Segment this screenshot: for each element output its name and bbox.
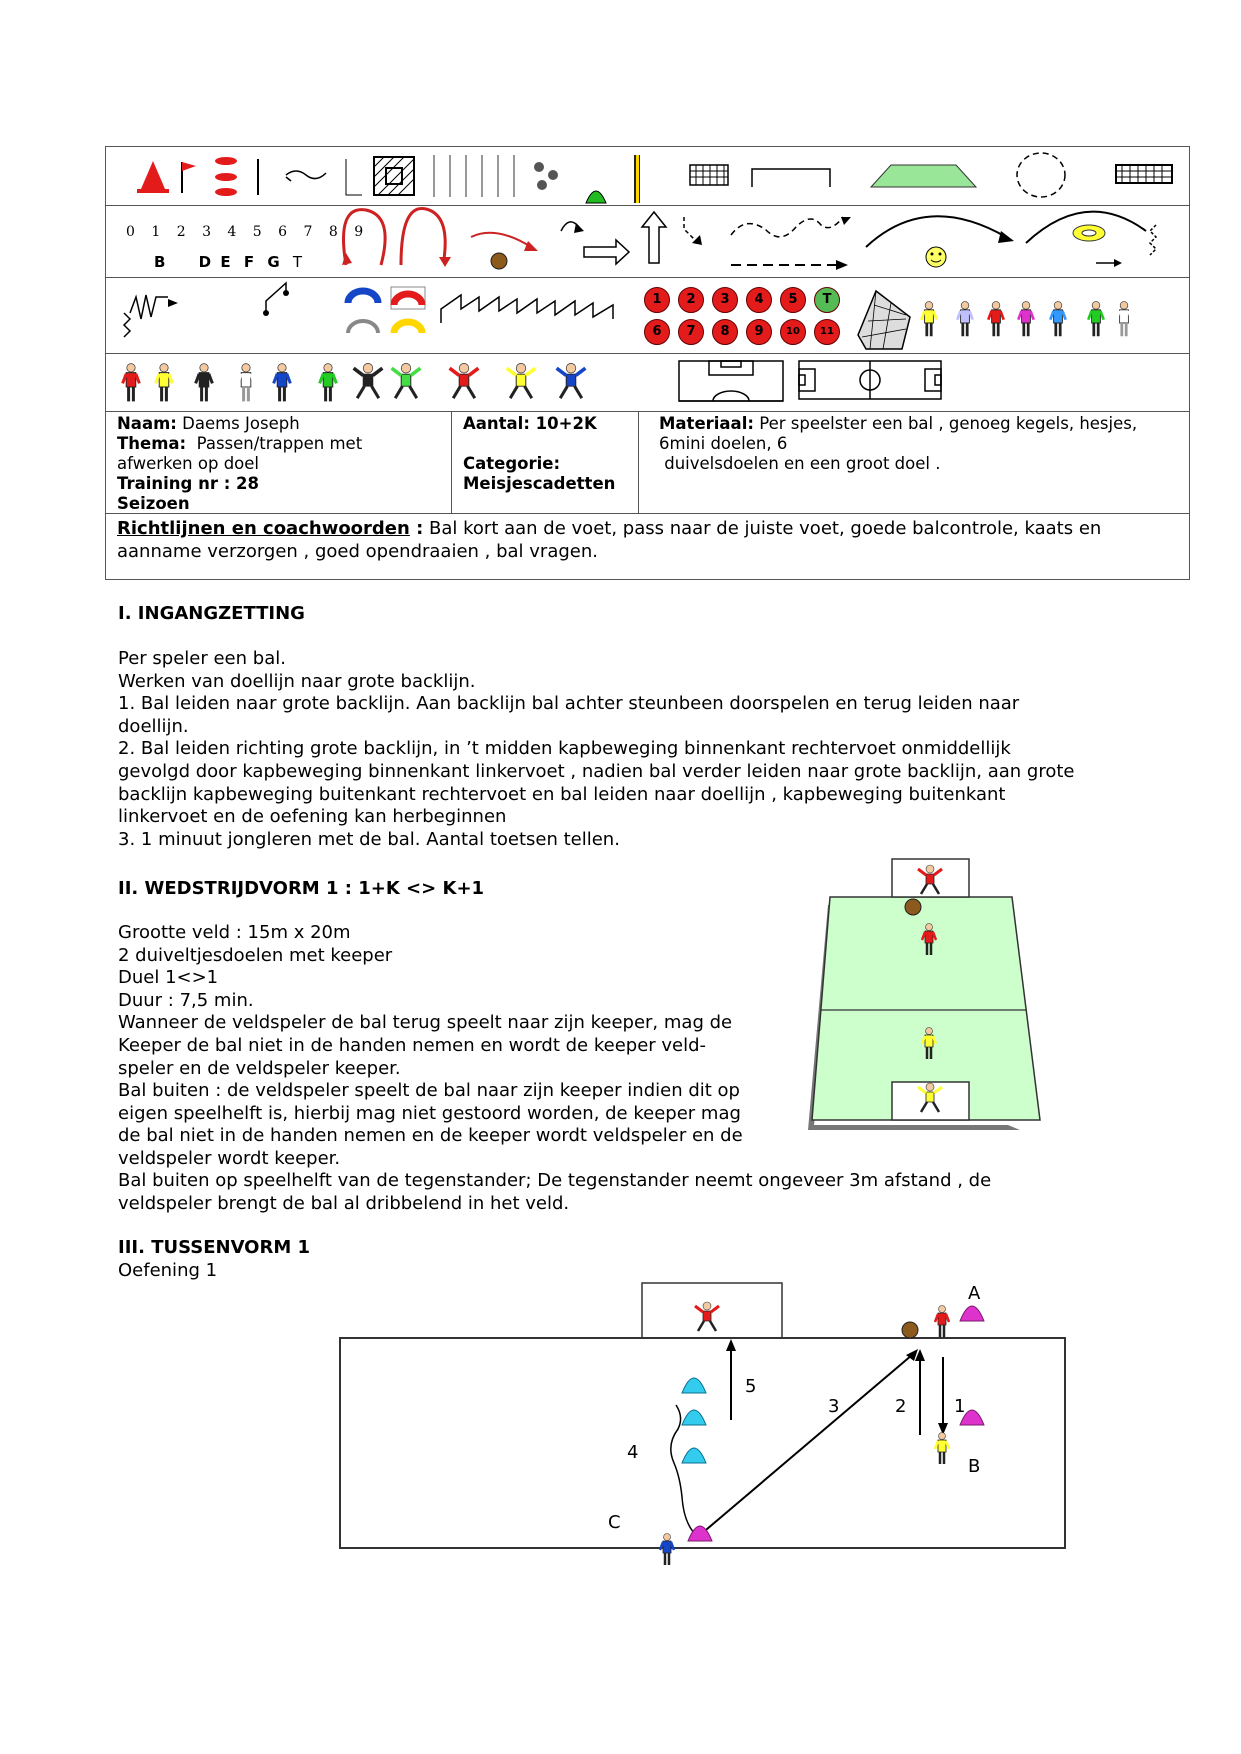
section-1-line: Per speler een bal.: [118, 648, 286, 669]
letter-b: B: [154, 253, 166, 271]
section-2-line: 2 duiveltjesdoelen met keeper: [118, 944, 393, 966]
label-3: 3: [828, 1396, 840, 1417]
richtlijnen-colon: :: [409, 518, 424, 539]
section-1-line: 1. Bal leiden naar grote backlijn. Aan backlijn bal achter steunbeen doorspelen en terug leiden naar: [118, 693, 1020, 715]
info-right: [659, 414, 1179, 474]
training-label: Training nr : 28: [117, 474, 260, 493]
richtlijnen-value-1: Bal kort aan de voet, pass naar de juiste voet, goede balcontrole, kaats en: [423, 518, 1102, 539]
section-2-line: Grootte veld : 15m x 20m: [118, 922, 351, 943]
section-1-title: I. INGANGZETTING: [118, 603, 305, 624]
badge-6: 6: [644, 319, 670, 345]
info-middle: [463, 414, 633, 494]
materiaal-value-1: Per speelster een bal , genoeg kegels, hesjes,: [759, 414, 1138, 433]
section-1-line: doellijn.: [118, 715, 189, 737]
naam-value: Daems Joseph: [182, 414, 300, 433]
badge-5: 5: [780, 287, 806, 313]
running-player-icon: [1018, 302, 1033, 337]
running-player-icon: [921, 302, 936, 337]
wedstrijdvorm-diagram: [800, 855, 1050, 1140]
richtlijnen-block: [117, 517, 1182, 563]
thema-label: Thema:: [117, 434, 187, 453]
thema-value-1: Passen/trappen met: [196, 434, 363, 453]
section-2-line: veldspeler wordt keeper.: [118, 1147, 341, 1169]
badge-11: 11: [814, 319, 840, 345]
full-pitch-icon: [799, 361, 941, 399]
materiaal-value-3: duivelsdoelen en een groot doel .: [664, 454, 941, 473]
section-1-line: 3. 1 minuut jongleren met de bal. Aantal toetsen tellen.: [118, 828, 620, 850]
running-player-icon: [1088, 302, 1103, 337]
section-2-line: Wanneer de veldspeler de bal terug speelt naar zijn keeper, mag de: [118, 1012, 733, 1034]
badge-1: 1: [644, 287, 670, 313]
section-2-line: eigen speelhelft is, hierbij mag niet gestoord worden, de keeper mag: [118, 1102, 741, 1124]
info-left: [117, 414, 447, 514]
section-2-wide-body: [118, 1170, 1198, 1215]
badge-4: 4: [746, 287, 772, 313]
red-player-a-icon: [935, 1306, 949, 1338]
badge-t: T: [814, 287, 840, 313]
badge-3: 3: [712, 287, 738, 313]
label-4: 4: [627, 1442, 639, 1463]
letter-e: E: [220, 253, 231, 271]
section-3-title: III. TUSSENVORM 1: [118, 1237, 311, 1258]
categorie-label: Categorie:: [463, 454, 561, 473]
materiaal-label: Materiaal:: [659, 414, 754, 433]
section-2-line: Duur : 7,5 min.: [118, 989, 254, 1011]
tussenvorm-diagram: [330, 1275, 1090, 1575]
digits-label: 0 1 2 3 4 5 6 7 8 9: [126, 224, 370, 240]
section-1-body: [118, 648, 1198, 851]
section-1-line: Werken van doellijn naar grote backlijn.: [118, 670, 476, 692]
running-player-icon: [988, 302, 1003, 337]
badge-8: 8: [712, 319, 738, 345]
letter-f: F: [243, 253, 255, 271]
section-1-line: 2. Bal leiden richting grote backlijn, in ’t midden kapbeweging binnenkant rechtervoet onmiddellijk: [118, 738, 1011, 760]
badge-7: 7: [678, 319, 704, 345]
ball-icon: [902, 1322, 918, 1338]
badge-9: 9: [746, 319, 772, 345]
field-outline: [340, 1338, 1065, 1548]
running-player-icon: [1116, 302, 1131, 337]
section-1-line: backlijn kapbeweging buitenkant rechtervoet en bal leiden naar doellijn , kapbeweging buitenkant: [118, 783, 1006, 805]
aantal-label: Aantal: 10+2K: [463, 414, 597, 433]
legend-table: [105, 146, 1190, 580]
section-2-line: Keeper de bal niet in de handen nemen en wordt de keeper veld-: [118, 1034, 707, 1056]
richtlijnen-label: Richtlijnen en coachwoorden: [117, 518, 410, 539]
badge-2: 2: [678, 287, 704, 313]
label-a: A: [968, 1283, 981, 1304]
label-1: 1: [954, 1396, 966, 1417]
letter-t: T: [292, 253, 303, 271]
categorie-value: Meisjescadetten: [463, 474, 616, 493]
section-2-wide-line: veldspeler brengt de bal al dribbelend in het veld.: [118, 1192, 570, 1214]
running-player-icon: [1050, 302, 1065, 337]
pitch-icons-row: [106, 353, 1191, 411]
richtlijnen-value-2: aanname verzorgen , goed opendraaien , bal vragen.: [117, 541, 598, 562]
section-3-subtitle: Oefening 1: [118, 1260, 218, 1281]
badge-10: 10: [780, 319, 806, 345]
thema-value-2: afwerken op doel: [117, 454, 259, 473]
section-2-title: II. WEDSTRIJDVORM 1 : 1+K <> K+1: [118, 878, 485, 899]
section-2-body: [118, 922, 798, 1171]
section-2-line: Duel 1<>1: [118, 967, 219, 989]
half-pitch-icon: [679, 361, 783, 401]
label-c: C: [608, 1512, 621, 1533]
naam-label: Naam:: [117, 414, 177, 433]
section-2-line: Bal buiten : de veldspeler speelt de bal naar zijn keeper indien dit op: [118, 1080, 740, 1102]
label-2: 2: [895, 1396, 907, 1417]
label-5: 5: [745, 1376, 757, 1397]
magenta-cone: [960, 1306, 984, 1321]
section-1-line: linkervoet en de oefening kan herbeginnen: [118, 806, 507, 828]
label-b: B: [968, 1456, 981, 1477]
ball-icon: [905, 899, 921, 915]
running-player-icon: [957, 302, 972, 337]
seizoen-label: Seizoen: [117, 494, 190, 513]
materiaal-value-2: 6mini doelen, 6: [659, 434, 788, 453]
section-2-line: de bal niet in de handen nemen en de keeper wordt veldspeler en de: [118, 1125, 743, 1147]
section-2-line: speler en de veldspeler keeper.: [118, 1057, 401, 1079]
letter-d: D: [198, 253, 212, 271]
section-1-line: gevolgd door kapbeweging binnenkant linkervoet , nadien bal verder leiden naar grote backlijn, aan grote: [118, 760, 1075, 782]
section-2-wide-line: Bal buiten op speelhelft van de tegenstander; De tegenstander neemt ongeveer 3m afstand , de: [118, 1170, 992, 1191]
letter-g: G: [267, 253, 280, 271]
